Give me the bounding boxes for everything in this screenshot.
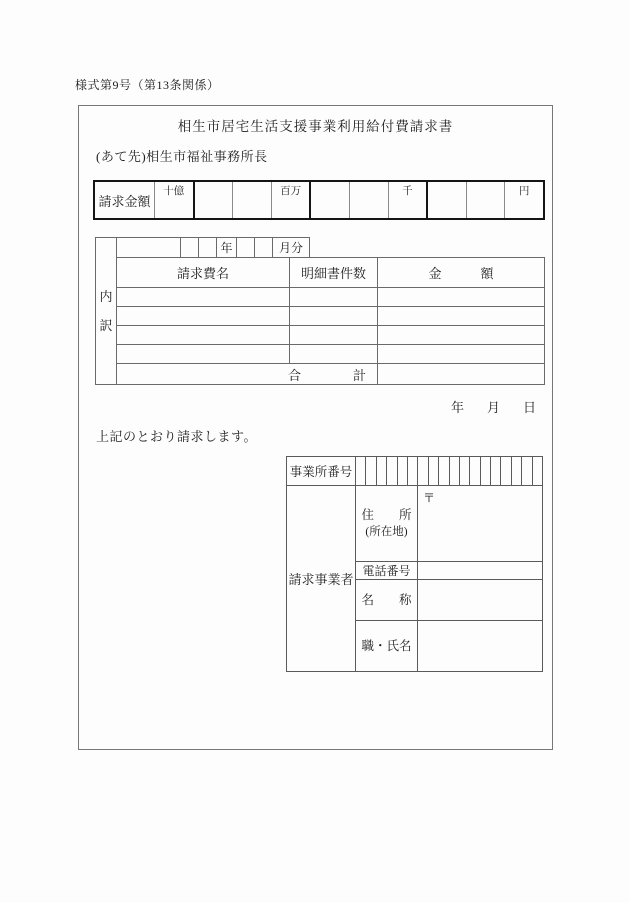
office-number-digit-cell bbox=[522, 457, 532, 485]
period-blank-cell bbox=[255, 238, 273, 257]
amount-digit-cell bbox=[350, 182, 389, 218]
office-number-digit-cell bbox=[398, 457, 408, 485]
office-number-digit-cell bbox=[533, 457, 542, 485]
fee-name-cell bbox=[117, 307, 290, 325]
office-number-digit-cell bbox=[387, 457, 397, 485]
date-line bbox=[78, 397, 536, 416]
claimant-body bbox=[287, 486, 542, 671]
office-number-digit-cell bbox=[450, 457, 460, 485]
form-title: 相生市居宅生活支援事業利用給付費請求書 bbox=[177, 119, 454, 134]
amount-digit-cell-billion: 十億 bbox=[155, 182, 195, 218]
billing-period-row bbox=[116, 237, 310, 258]
amount-digit-cell-million: 百万 bbox=[272, 182, 312, 218]
total-label-cell: 合 計 bbox=[117, 364, 378, 384]
amount-digit-cell bbox=[428, 182, 467, 218]
header-claim-fee-name: 請求費名 bbox=[117, 258, 290, 287]
form-number: 様式第9号（第13条関係） bbox=[75, 78, 220, 92]
office-number-digit-cell bbox=[366, 457, 376, 485]
addressee-line: (あて先)相生市福祉事務所長 bbox=[96, 149, 268, 164]
amount-digit-cell-yen: 円 bbox=[518, 186, 530, 197]
detail-count-cell bbox=[290, 288, 378, 306]
period-blank-cell bbox=[181, 238, 199, 257]
office-number-digit-cell bbox=[356, 457, 366, 485]
address-label bbox=[356, 486, 418, 561]
breakdown-header-row bbox=[117, 258, 544, 288]
amount-digit-cell bbox=[233, 182, 272, 218]
amount-digit-cell bbox=[467, 182, 506, 218]
name-row bbox=[356, 580, 542, 621]
title-name-row bbox=[356, 621, 542, 671]
fee-name-cell bbox=[117, 288, 290, 306]
detail-count-cell bbox=[290, 326, 378, 344]
amount-cell bbox=[378, 345, 544, 363]
title-name-label: 職・氏名 bbox=[356, 621, 418, 671]
claimant-label: 請求事業者 bbox=[287, 486, 356, 671]
claim-amount-label: 請求金額 bbox=[95, 182, 155, 218]
address-value-cell bbox=[418, 486, 542, 561]
period-month-label: 月分 bbox=[278, 241, 303, 255]
phone-label: 電話番号 bbox=[356, 562, 418, 579]
office-number-label: 事業所番号 bbox=[287, 457, 356, 485]
breakdown-blank-row bbox=[117, 288, 544, 307]
postal-mark: 〒 bbox=[423, 491, 436, 505]
breakdown-blank-row bbox=[117, 307, 544, 326]
office-number-digit-cell bbox=[377, 457, 387, 485]
name-label: 名 称 bbox=[356, 580, 418, 620]
office-number-digit-cell bbox=[481, 457, 491, 485]
claimant-table bbox=[286, 456, 543, 672]
phone-value-cell bbox=[418, 562, 542, 579]
fee-name-cell bbox=[117, 326, 290, 344]
claim-amount-table bbox=[93, 180, 545, 220]
name-value-cell bbox=[418, 580, 542, 620]
fee-name-cell bbox=[117, 345, 290, 363]
office-number-digit-cell bbox=[501, 457, 511, 485]
office-number-digit-cell bbox=[429, 457, 439, 485]
detail-count-cell bbox=[290, 307, 378, 325]
detail-count-cell bbox=[290, 345, 378, 363]
claim-statement: 上記のとおり請求します。 bbox=[96, 429, 257, 444]
office-number-digit-cell bbox=[470, 457, 480, 485]
date-month-label: 月 bbox=[486, 400, 500, 415]
amount-digit-cell bbox=[311, 182, 350, 218]
office-number-digit-cell bbox=[439, 457, 449, 485]
header-detail-count: 明細書件数 bbox=[290, 258, 378, 287]
header-amount: 金 額 bbox=[428, 266, 494, 281]
office-number-digit-cell bbox=[418, 457, 428, 485]
date-day-label: 日 bbox=[522, 400, 536, 415]
office-number-row bbox=[287, 457, 542, 486]
office-number-digit-cell bbox=[512, 457, 522, 485]
breakdown-side-char: 訳 bbox=[99, 318, 113, 333]
office-number-digit-strip bbox=[356, 457, 542, 485]
period-blank-cell bbox=[199, 238, 217, 257]
amount-cell bbox=[378, 326, 544, 344]
office-number-digit-cell bbox=[491, 457, 501, 485]
date-year-label: 年 bbox=[450, 400, 464, 415]
breakdown-blank-row bbox=[117, 345, 544, 364]
address-row bbox=[356, 486, 542, 562]
address-label-line2: (所在地) bbox=[365, 526, 408, 539]
amount-cell bbox=[378, 288, 544, 306]
phone-row bbox=[356, 562, 542, 580]
amount-digit-cell-thousand: 千 bbox=[389, 182, 429, 218]
office-number-digit-cell bbox=[460, 457, 470, 485]
total-amount-cell bbox=[378, 364, 544, 384]
office-number-digit-cell bbox=[408, 457, 418, 485]
breakdown-blank-row bbox=[117, 326, 544, 345]
breakdown-side-char: 内 bbox=[99, 289, 113, 304]
amount-cell bbox=[378, 307, 544, 325]
period-blank-cell bbox=[117, 238, 181, 257]
title-name-value-cell bbox=[418, 621, 542, 671]
period-year-label: 年 bbox=[217, 238, 237, 257]
amount-digit-cell bbox=[195, 182, 234, 218]
breakdown-side-label bbox=[95, 237, 117, 385]
address-label-line1: 住 所 bbox=[361, 507, 412, 522]
breakdown-total-row bbox=[117, 364, 544, 384]
breakdown-table bbox=[116, 257, 545, 385]
period-blank-cell bbox=[237, 238, 255, 257]
